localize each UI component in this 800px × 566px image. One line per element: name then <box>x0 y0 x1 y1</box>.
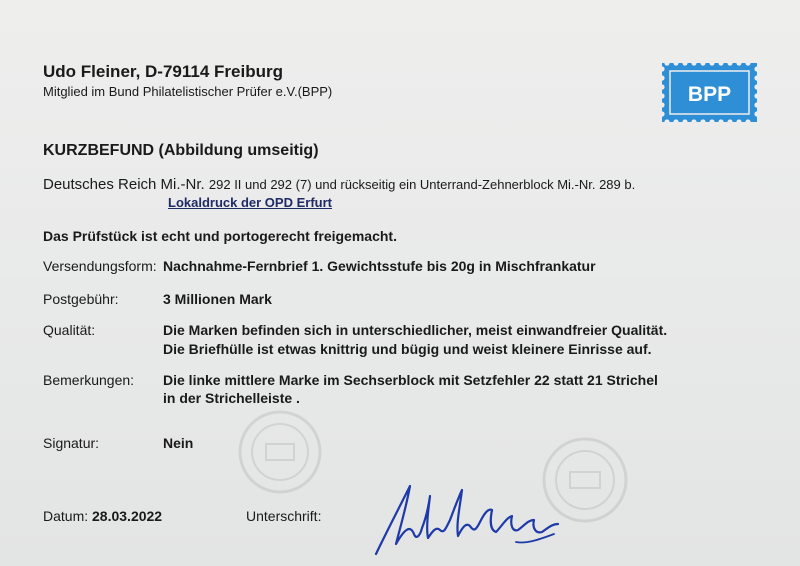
subject-rest: 292 II und 292 (7) und rückseitig ein Unterrand-Zehnerblock Mi.-Nr. 289 b. <box>208 177 636 192</box>
datum-line <box>43 508 162 524</box>
bpp-logo-text: BPP <box>687 83 732 106</box>
versand-label: Versendungsform: <box>43 258 157 274</box>
subject-sub: Lokaldruck der OPD Erfurt <box>168 195 332 210</box>
unterschrift-label: Unterschrift: <box>246 508 322 524</box>
bemerkungen-line1: Die linke mittlere Marke im Sechserblock mit Setzfehler 22 statt 21 Strichel <box>163 372 658 388</box>
subject-line <box>43 176 635 193</box>
signatur-label: Signatur: <box>43 435 100 451</box>
datum-value: 28.03.2022 <box>92 508 163 524</box>
signatur-value: Nein <box>163 435 194 451</box>
gebuehr-label: Postgebühr: <box>43 291 119 307</box>
membership-line: Mitglied im Bund Philatelistischer Prüfer e.V.(BPP) <box>43 84 333 99</box>
datum-label: Datum: <box>43 508 89 524</box>
genuineness-statement: Das Prüfstück ist echt und portogerecht freigemacht. <box>43 228 397 244</box>
bemerkungen-line2: in der Strichelleiste . <box>163 390 300 406</box>
qualitaet-line2: Die Briefhülle ist etwas knittrig und bügig und weist kleinere Einrisse auf. <box>163 341 652 357</box>
gebuehr-value: 3 Millionen Mark <box>163 291 272 307</box>
bpp-logo <box>662 63 757 122</box>
embossed-seal-left <box>236 408 324 496</box>
versand-value: Nachnahme-Fernbrief 1. Gewichtsstufe bis 20g in Mischfrankatur <box>163 258 596 274</box>
subject-main: Deutsches Reich Mi.-Nr. <box>43 176 209 193</box>
qualitaet-label: Qualität: <box>43 322 96 338</box>
report-heading: KURZBEFUND (Abbildung umseitig) <box>43 142 319 159</box>
handwritten-signature <box>366 478 580 558</box>
qualitaet-line1: Die Marken befinden sich in unterschiedlicher, meist einwandfreier Qualität. <box>163 322 668 338</box>
examiner-name: Udo Fleiner, D-79114 Freiburg <box>43 62 283 81</box>
bemerkungen-label: Bemerkungen: <box>43 372 135 388</box>
